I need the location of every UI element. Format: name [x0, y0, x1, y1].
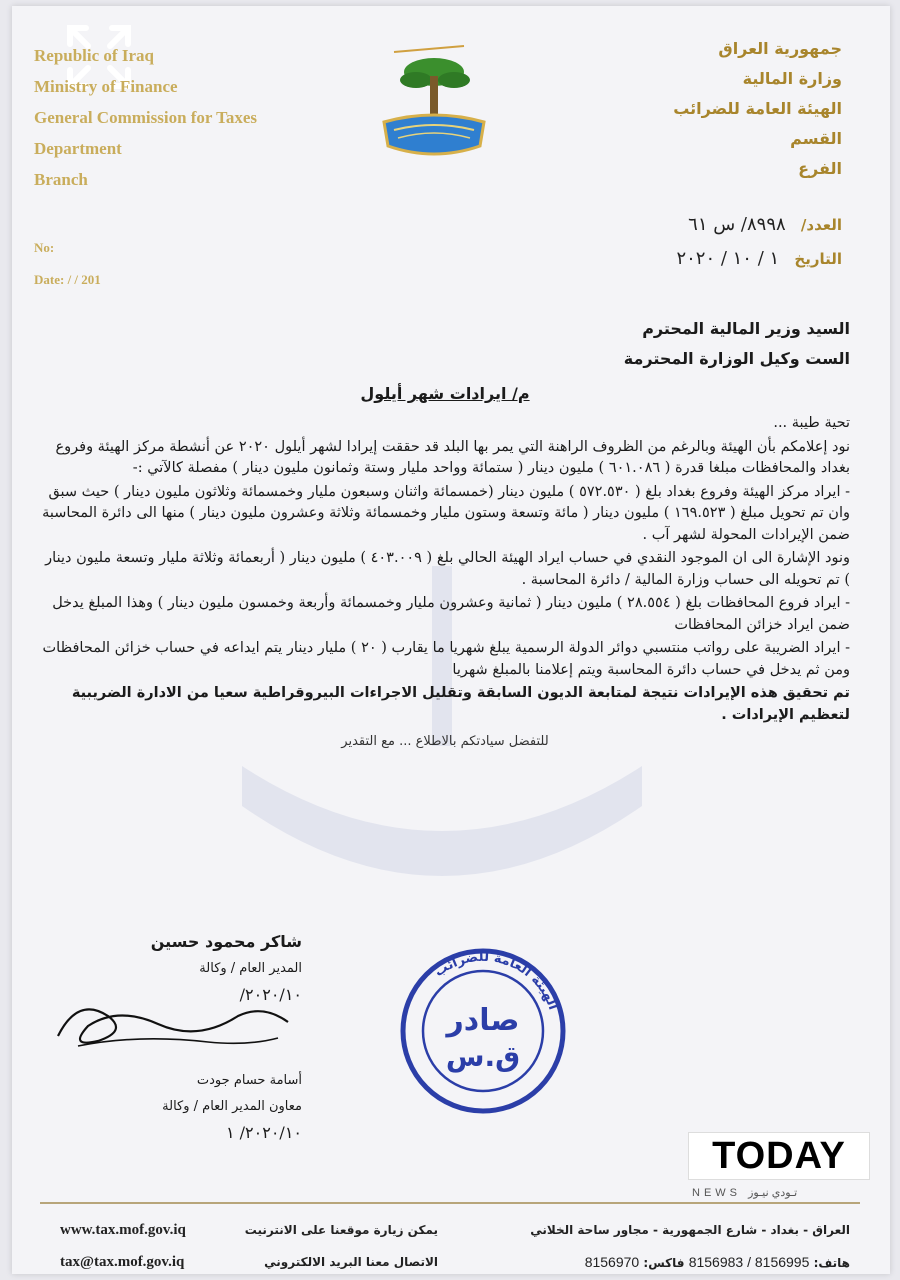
phone-label: هاتف:	[813, 1256, 850, 1270]
today-news-logo: TODAY	[688, 1132, 870, 1180]
paragraph-1: نود إعلامكم بأن الهيئة وبالرغم من الظروف الراهنة التي يمر بها البلد قد حققت إيرادا لشهر أيلول ٢٠٢٠ عن أنشطة مركز الهيئة وفروع بغداد والمحافظات مبلغا قدرة ( ٦٠١.٠٨٦ ) مليون دينار ( ستمائة وواحد مليار وستة وثمانون مليون دينار ) مفصلة كالآتي :-	[55, 438, 850, 476]
arabic-letterhead	[673, 34, 842, 184]
number-label-en: No:	[34, 240, 55, 255]
phone-numbers: 8156995 / 8156983	[688, 1254, 810, 1270]
paragraph-3: ونود الإشارة الى ان الموجود النقدي في حساب ايراد الهيئة الحالي بلغ ( ٤٠٣.٠٠٩ ) مليون دينار ( أربعمائة وثلاثة مليار وتسعة مليون دينار ) تم تحويله الى حساب وزارة المالية / دائرة المحاسبة .	[45, 550, 850, 588]
date-row	[676, 242, 842, 276]
republic-en: Republic of Iraq	[34, 46, 154, 65]
addressee-undersecretary: الست وكيل الوزارة المحترمة	[623, 349, 850, 368]
official-stamp	[398, 946, 568, 1116]
today-news-sub: NEWS تـودي نيـوز	[692, 1187, 798, 1199]
number-row	[676, 208, 842, 242]
department-en: Department	[34, 139, 122, 158]
english-meta	[34, 232, 101, 296]
closing-line: للتفضل سيادتكم بالاطلاع ... مع التقدير	[341, 734, 549, 749]
footer-contact-text: الاتصال معنا البريد الالكتروني	[264, 1255, 438, 1269]
deputy-name: أسامة حسام جودت	[196, 1073, 302, 1088]
handwritten-signature	[48, 986, 298, 1066]
signatory-date: ٢٠٢٠/١٠/	[239, 985, 302, 1004]
stamp-ring-text: الهيئة العامة للضرائب	[432, 949, 561, 1012]
letter-body	[40, 314, 850, 749]
letter-page	[12, 6, 890, 1274]
date-value: ١ / ١٠ / ٢٠٢٠	[676, 248, 780, 269]
ministry-ar: وزارة المالية	[742, 69, 842, 88]
footer-visit-text: يمكن زيارة موقعنا على الانترنيت	[244, 1223, 438, 1237]
greeting: تحية طيبة ...	[773, 415, 850, 431]
arabic-meta	[676, 208, 842, 276]
commission-en: General Commission for Taxes	[34, 108, 258, 127]
date-label-en: Date: / / 201	[34, 272, 101, 287]
footer-contacts-ar	[238, 1214, 438, 1274]
letter-paragraphs	[40, 413, 850, 726]
branch-ar: الفرع	[798, 159, 842, 178]
letter-subject: م/ ايرادات شهر أيلول	[360, 384, 530, 403]
department-ar: القسم	[790, 129, 842, 148]
footer-divider	[40, 1202, 860, 1204]
footer-contacts-en	[60, 1214, 186, 1274]
ministry-emblem-logo	[364, 42, 504, 170]
paragraph-5: - ايراد الضريبة على رواتب منتسبي دوائر الدولة الرسمية يبلغ شهريا ما يقارب ( ٢٠ ) مليار دينار يتم ايداعه في حساب خزائن المحافظات ومن ثم يدخل في حساب دائرة المحاسبة ويتم إعلامنا بالمبلغ شهريا	[42, 640, 850, 678]
deputy-date: ٢٠٢٠/١٠/ ١	[225, 1123, 302, 1142]
stamp-code: ق.س	[445, 1040, 521, 1073]
footer-phones-row	[530, 1246, 850, 1274]
date-label-ar: التاريخ	[794, 250, 842, 268]
commission-ar: الهيئة العامة للضرائب	[673, 99, 842, 118]
signatory-title: المدير العام / وكالة	[199, 961, 302, 976]
republic-ar: جمهورية العراق	[718, 39, 842, 58]
footer-website[interactable]: www.tax.mof.gov.iq	[60, 1222, 186, 1238]
number-value: ٨٩٩٨/ س ٦١	[688, 214, 786, 235]
paragraph-2: - ايراد مركز الهيئة وفروع بغداد بلغ ( ٥٧٢.٥٣٠ ) مليون دينار (خمسمائة واثنان وسبعون مليار وخمسمائة وثلاثون مليون دينار ) حيث سبق وان تم تحويل مبلغ ( ١٦٩.٥٢٣ ) مليون دينار ( مائة وتسعة وستون مليار وخمسمائة وثلاثة وعشرون مليون دينار ) منها الى دائرة المحاسبة ضمن الإيرادات المحولة لشهر آب .	[42, 483, 850, 543]
number-label-ar: العدد/	[800, 216, 842, 234]
footer-email[interactable]: tax@tax.mof.gov.iq	[60, 1254, 185, 1270]
footer-address: العراق - بغداد - شارع الجمهورية - مجاور ساحة الخلاني	[530, 1223, 850, 1237]
signatory-name: شاكر محمود حسين	[150, 932, 302, 951]
paragraph-4: - ايراد فروع المحافظات بلغ ( ٢٨.٥٥٤ ) مليون دينار ( ثمانية وعشرون مليار وخمسمائة وأربعة وخمسون مليون دينار ) وهذا المبلغ يدخل ضمن ايراد خزائن المحافظات	[52, 595, 850, 633]
english-letterhead	[34, 40, 324, 195]
fax-number: 8156970	[584, 1254, 640, 1270]
fax-label: فاكس:	[643, 1256, 685, 1270]
branch-en: Branch	[34, 170, 88, 189]
stamp-word: صادر	[446, 1003, 520, 1038]
addressee-minister: السيد وزير المالية المحترم	[642, 319, 850, 338]
ministry-en: Ministry of Finance	[34, 77, 178, 96]
paragraph-6: تم تحقيق هذه الإيرادات نتيجة لمتابعة الديون السابقة وتقليل الاجراءات البيروقراطية سعيا من الادارة الضريبية لتعظيم الإيرادات .	[71, 685, 850, 723]
footer-address-block	[530, 1214, 850, 1274]
deputy-title: معاون المدير العام / وكالة	[162, 1099, 302, 1114]
